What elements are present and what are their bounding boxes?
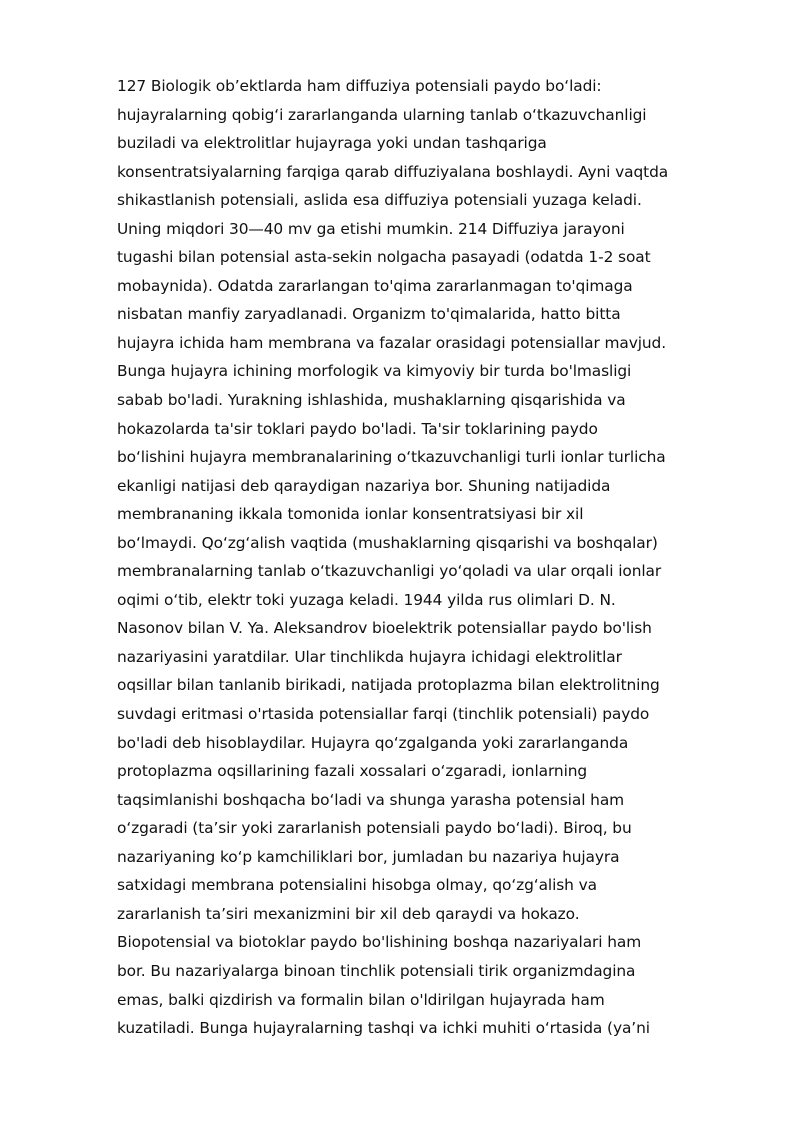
text-line: nazariyaning ko‘p kamchiliklari bor, jumladan bu nazariya hujayra (117, 847, 620, 866)
text-line: bo‘lmaydi. Qo‘zg‘alish vaqtida (mushaklarning qisqarishi va boshqalar) (117, 533, 658, 552)
text-line: hujayra ichida ham membrana va fazalar orasidagi potensiallar mavjud. (117, 333, 666, 352)
text-line: zararlanish ta’siri mexanizmini bir xil deb qaraydi va hokazo. (117, 904, 580, 923)
text-line: bor. Bu nazariyalarga binoan tinchlik potensiali tirik organizmdagina (117, 961, 636, 980)
text-line: mobaynida). Odatda zararlangan to'qima zararlanmagan to'qimaga (117, 276, 633, 295)
text-line: ekanligi natijasi deb qaraydigan nazariya bor. Shuning natijadida (117, 476, 611, 495)
text-line: hujayralarning qobig‘i zararlanganda ularning tanlab o‘tkazuvchanligi (117, 105, 647, 124)
text-line: o‘zgaradi (ta’sir yoki zararlanish potensiali paydo bo‘ladi). Biroq, bu (117, 819, 632, 838)
text-line: 127 Biologik ob’ektlarda ham diffuziya potensiali paydo bo‘ladi: (117, 77, 602, 95)
text-line: suvdagi eritmasi o'rtasida potensiallar farqi (tinchlik potensiali) paydo (117, 705, 650, 724)
text-line: nisbatan manfiy zaryadlanadi. Organizm to'qimalarida, hatto bitta (117, 305, 621, 324)
text-line: membrananing ikkala tomonida ionlar konsentratsiyasi bir xil (117, 505, 584, 524)
text-line: satxidagi membrana potensialini hisobga olmay, qo‘zg‘alish va (117, 876, 597, 895)
text-line: sabab bo'ladi. Yurakning ishlashida, mushaklarning qisqarishida va (117, 391, 626, 410)
text-line: buziladi va elektrolitlar hujayraga yoki undan tashqariga (117, 134, 547, 153)
text-line: konsentratsiyalarning farqiga qarab diffuziyalana boshlaydi. Ayni vaqtda (117, 162, 669, 181)
text-line: Nasonov bilan V. Ya. Aleksandrov bioelektrik potensiallar paydo bo'lish (117, 619, 652, 638)
text-line: Uning miqdori 30—40 mv ga etishi mumkin. 214 Diffuziya jarayoni (117, 219, 625, 238)
text-line: oqimi o‘tib, elektr toki yuzaga keladi. 1944 yilda rus olimlari D. N. (117, 590, 616, 609)
text-line: bo‘lishini hujayra membranalarining o‘tkazuvchanligi turli ionlar turlicha (117, 448, 666, 467)
text-line: protoplazma oqsillarining fazali xossalari o‘zgaradi, ionlarning (117, 762, 588, 781)
text-line: Bunga hujayra ichining morfologik va kimyoviy bir turda bo'lmasligi (117, 362, 632, 381)
text-line: kuzatiladi. Bunga hujayralarning tashqi va ichki muhiti o‘rtasida (ya’ni (117, 1019, 650, 1038)
text-line: nazariyasini yaratdilar. Ular tinchlikda hujayra ichidagi elektrolitlar (117, 647, 622, 666)
text-line: oqsillar bilan tanlanib birikadi, natijada protoplazma bilan elektrolitning (117, 676, 660, 695)
body-paragraph (117, 72, 747, 1043)
text-line: taqsimlanishi boshqacha bo‘ladi va shunga yarasha potensial ham (117, 790, 625, 809)
text-line: hokazolarda ta'sir toklari paydo bo'ladi. Ta'sir toklarining paydo (117, 419, 598, 438)
text-line: tugashi bilan potensial asta-sekin nolgacha pasayadi (odatda 1-2 soat (117, 248, 651, 267)
text-line: emas, balki qizdirish va formalin bilan o'ldirilgan hujayrada ham (117, 990, 605, 1009)
text-line: Biopotensial va biotoklar paydo bo'lishining boshqa nazariyalari ham (117, 933, 642, 952)
text-line: shikastlanish potensiali, aslida esa diffuziya potensiali yuzaga keladi. (117, 191, 642, 210)
text-line: bo'ladi deb hisoblaydilar. Hujayra qo‘zgalganda yoki zararlanganda (117, 733, 629, 752)
text-line: membranalarning tanlab o‘tkazuvchanligi yo‘qoladi va ular orqali ionlar (117, 562, 662, 581)
